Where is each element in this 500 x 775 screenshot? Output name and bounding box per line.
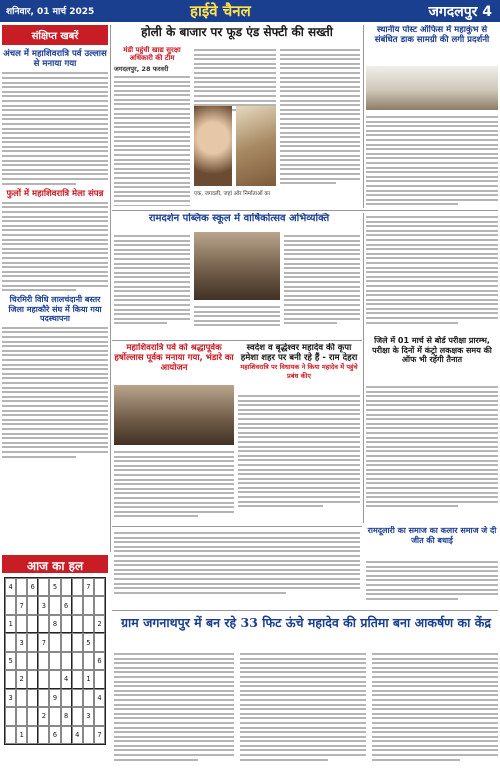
sudoku-cell xyxy=(5,670,16,688)
sudoku-cell xyxy=(61,652,72,670)
sudoku-cell: 7 xyxy=(94,726,105,744)
lead-headline: ग्राम जगनाथपुर में बन रहे 33 फिट ऊंचे महादेव की प्रतिमा बना आकर्षण का केंद्र xyxy=(121,615,491,630)
sudoku-cell xyxy=(83,652,94,670)
story-headline: फुलों में महाशिवरात्रि मेला संपन्न xyxy=(6,188,104,199)
sudoku-cell: 3 xyxy=(83,707,94,725)
rama-story xyxy=(366,526,498,556)
sudoku-cell: 1 xyxy=(83,670,94,688)
post-office-photo xyxy=(366,66,498,110)
sudoku-cell xyxy=(27,670,38,688)
school-photo xyxy=(194,232,280,300)
issue-date: शनिवार, 01 मार्च 2025 xyxy=(6,7,95,17)
sudoku-cell: 3 xyxy=(5,689,16,707)
sudoku-cell: 7 xyxy=(16,596,27,614)
sudoku-cell: 3 xyxy=(38,596,49,614)
sudoku-cell xyxy=(72,689,83,707)
puzzle-header-box xyxy=(2,555,108,573)
sudoku-cell: 3 xyxy=(16,633,27,651)
sudoku-cell: 5 xyxy=(49,578,60,596)
section-header: संक्षिप्त खबरें xyxy=(2,25,108,45)
sudoku-cell xyxy=(72,578,83,596)
sudoku-cell xyxy=(49,596,60,614)
sudoku-cell: 4 xyxy=(94,689,105,707)
sudoku-cell xyxy=(49,670,60,688)
holi-col-1 xyxy=(114,46,190,206)
sudoku-cell xyxy=(38,670,49,688)
sudoku-cell: 5 xyxy=(83,633,94,651)
mahashivratri-headline: महाशिवरात्रि पर्व को श्रद्धापूर्वक हर्षोल्लास पूर्वक मनाया गया, भंडारे का आयोजन xyxy=(114,343,234,374)
post-office-headline: स्थानीय पोस्ट ऑफिस में महाकुंभ से संबंधित डाक सामग्री की लगी प्रदर्शनी xyxy=(374,25,490,46)
post-office-story xyxy=(366,25,498,65)
masthead xyxy=(0,0,500,22)
sudoku-cell xyxy=(38,726,49,744)
sudoku-cell: 1 xyxy=(16,726,27,744)
sudoku-cell xyxy=(49,652,60,670)
sudoku-cell xyxy=(72,707,83,725)
sudoku-cell xyxy=(83,615,94,633)
sudoku-cell xyxy=(61,615,72,633)
sudoku-cell: 4 xyxy=(72,726,83,744)
sudoku-cell xyxy=(27,707,38,725)
sudoku-cell: 4 xyxy=(61,670,72,688)
sudoku-cell xyxy=(38,615,49,633)
city-page-label: जगदलपुर 4 xyxy=(428,4,492,20)
sudoku-cell xyxy=(5,596,16,614)
sudoku-cell xyxy=(61,689,72,707)
sudoku-cell xyxy=(27,615,38,633)
puzzle-title: आज का हल xyxy=(2,555,108,573)
sudoku-cell xyxy=(49,707,60,725)
school-headline: रामदर्शन पब्लिक स्कूल में वार्षिकोत्सव अभिव्यक्ति xyxy=(148,213,330,224)
sudoku-cell: 7 xyxy=(38,633,49,651)
sudoku-cell: 9 xyxy=(49,689,60,707)
sudoku-cell xyxy=(27,633,38,651)
sudoku-cell: 8 xyxy=(49,615,60,633)
holi-byline: जगदलपुर, 28 फरवरी xyxy=(114,64,169,73)
mahashivratri-story xyxy=(114,343,234,383)
sudoku-cell xyxy=(83,689,94,707)
mahashivratri-photo xyxy=(114,385,234,445)
sudoku-cell xyxy=(38,578,49,596)
holi-subhead: मंडी पहुंची खाद्य सुरक्षा अधिकारी की टीम xyxy=(123,46,181,63)
sudoku-cell xyxy=(94,596,105,614)
school-story xyxy=(114,213,364,229)
sudoku-cell xyxy=(38,652,49,670)
sudoku-cell xyxy=(72,633,83,651)
sudoku-cell: 2 xyxy=(16,670,27,688)
sudoku-cell xyxy=(83,726,94,744)
sudoku-cell: 6 xyxy=(27,578,38,596)
story-body xyxy=(2,72,108,184)
sudoku-cell xyxy=(72,596,83,614)
sudoku-cell: 7 xyxy=(83,578,94,596)
holi-photo xyxy=(236,106,276,186)
story-headline: अंचल में महाशिवरात्रि पर्व उल्लास से मनाया गया xyxy=(3,49,107,70)
sudoku-cell xyxy=(61,726,72,744)
swadesh-story xyxy=(238,343,360,387)
holi-caption: एक, जगदली, जहां ओर निर्माताओं का xyxy=(194,191,271,197)
sudoku-cell xyxy=(72,615,83,633)
sudoku-cell xyxy=(5,726,16,744)
sudoku-cell xyxy=(27,652,38,670)
sudoku-cell xyxy=(16,707,27,725)
sudoku-cell: 8 xyxy=(61,707,72,725)
exam-story xyxy=(366,336,498,380)
sudoku-cell xyxy=(27,596,38,614)
sudoku-cell xyxy=(16,689,27,707)
sudoku-cell xyxy=(83,596,94,614)
sudoku-cell xyxy=(27,689,38,707)
sudoku-cell xyxy=(72,670,83,688)
story-body xyxy=(2,202,108,291)
sudoku-cell xyxy=(94,633,105,651)
sudoku-cell xyxy=(94,670,105,688)
swadesh-subhead: महाशिवरात्रि पर विधायक ने किया महादेव में पहुंचे प्रबंध कीए xyxy=(240,363,358,380)
swadesh-headline: स्वदेश व बृद्धेश्वर महादेव की कृपा हमेशा शहर पर बनी रहे हैं - राम देहरा xyxy=(240,343,358,364)
sudoku-cell: 1 xyxy=(5,615,16,633)
sudoku-cell xyxy=(49,633,60,651)
sudoku-cell xyxy=(61,633,72,651)
paper-name: हाईवे चैनल xyxy=(190,2,251,20)
sudoku-cell: 2 xyxy=(38,707,49,725)
sudoku-cell: 6 xyxy=(49,726,60,744)
sudoku-cell xyxy=(27,726,38,744)
sudoku-cell: 4 xyxy=(5,578,16,596)
sudoku-cell xyxy=(16,652,27,670)
exam-headline: जिले में 01 मार्च से बोर्ड परीक्षा प्रारम्भ, परीक्षा के दिनों में कंट्रो लकक्षक समय की ऑफ भी रहेंगी तैनात xyxy=(372,336,492,365)
sudoku-cell xyxy=(5,707,16,725)
story-body xyxy=(2,327,108,458)
left-column xyxy=(2,25,108,555)
story-headline: चिरमिरी विधि लालचंदानी बस्तर जिला महाकौरे संघ में किया गया पदस्थापना xyxy=(8,295,102,324)
sudoku-cell xyxy=(16,615,27,633)
holi-story xyxy=(114,25,360,43)
sudoku-cell xyxy=(38,689,49,707)
sudoku-cell: 2 xyxy=(94,615,105,633)
sudoku-cell: 5 xyxy=(5,652,16,670)
sudoku-cell xyxy=(5,633,16,651)
sudoku-cell xyxy=(61,578,72,596)
sudoku-cell: 6 xyxy=(94,652,105,670)
holi-photo xyxy=(194,106,232,186)
sudoku-cell xyxy=(94,707,105,725)
sudoku-cell xyxy=(94,578,105,596)
sudoku-cell xyxy=(72,652,83,670)
sudoku-cell: 6 xyxy=(61,596,72,614)
sudoku-cell xyxy=(16,578,27,596)
holi-col-3 xyxy=(280,46,360,206)
holi-headline: होली के बाजार पर फूड एंड सेफ्टी की सख्ती xyxy=(141,25,333,39)
rama-headline: रामदूलारी का समाज का कलार समाज जे दी जीत की बधाई xyxy=(367,526,497,545)
sudoku-grid xyxy=(4,577,106,745)
